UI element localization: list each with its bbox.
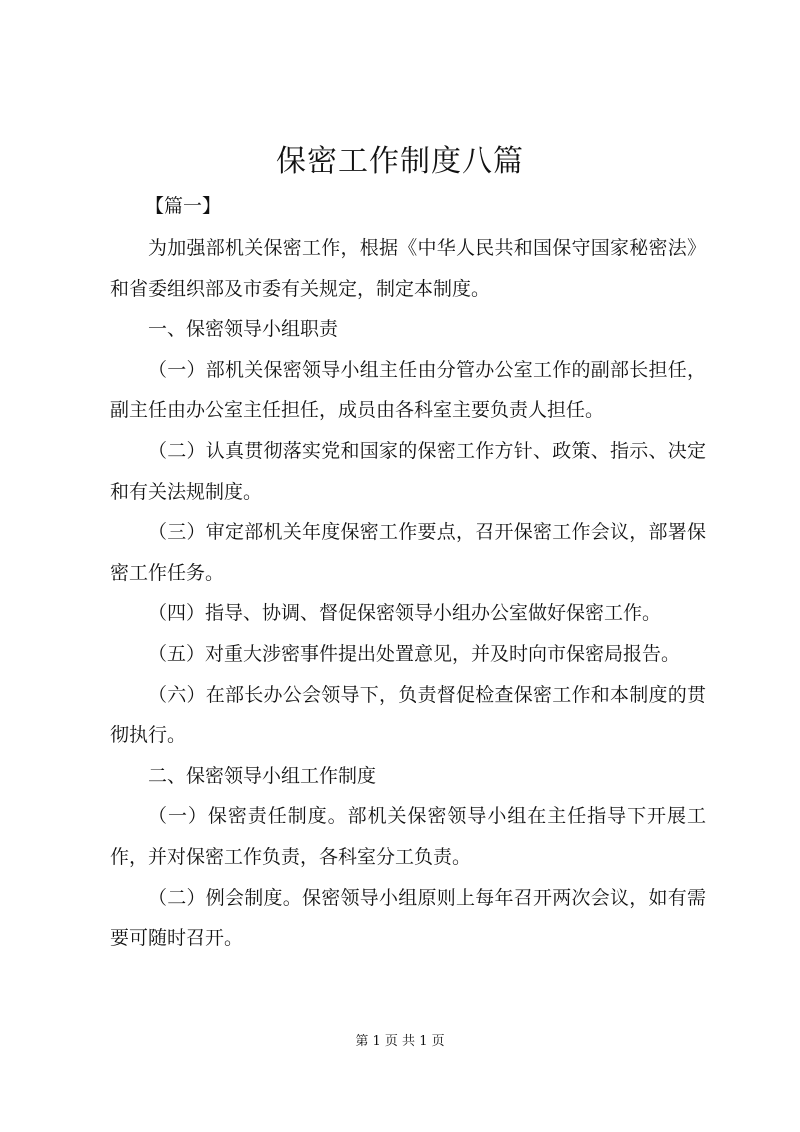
paragraph: （四）指导、协调、督促保密领导小组办公室做好保密工作。 [148,602,662,625]
paragraph: （一）保密责任制度。部机关保密领导小组在主任指导下开展工作，并对保密工作负责，各科室分工负责。 [110,805,706,868]
section-heading: 二、保密领导小组工作制度 [148,764,377,787]
document-title: 保密工作制度八篇 [276,144,524,179]
document-body [110,228,706,959]
section-label: 【篇一】 [145,195,222,217]
paragraph: （二）认真贯彻落实党和国家的保密工作方针、政策、指示、决定和有关法规制度。 [110,439,706,503]
paragraph: （五）对重大涉密事件提出处置意见，并及时向市保密局报告。 [148,642,681,665]
paragraph: （一）部机关保密领导小组主任由分管办公室工作的副部长担任，副主任由办公室主任担任，成员由各科室主要负责人担任。 [110,358,706,422]
page-footer: 第 1 页 共 1 页 [355,1034,445,1049]
paragraph: 为加强部机关保密工作，根据《中华人民共和国保守国家秘密法》和省委组织部及市委有关规定，制定本制度。 [110,237,706,300]
paragraph: （三）审定部机关年度保密工作要点，召开保密工作会议，部署保密工作任务。 [110,521,706,584]
section-heading: 一、保密领导小组职责 [148,318,339,341]
paragraph: （二）例会制度。保密领导小组原则上每年召开两次会议，如有需要可随时召开。 [110,886,706,950]
paragraph: （六）在部长办公会领导下，负责督促检查保密工作和本制度的贯彻执行。 [110,683,706,747]
